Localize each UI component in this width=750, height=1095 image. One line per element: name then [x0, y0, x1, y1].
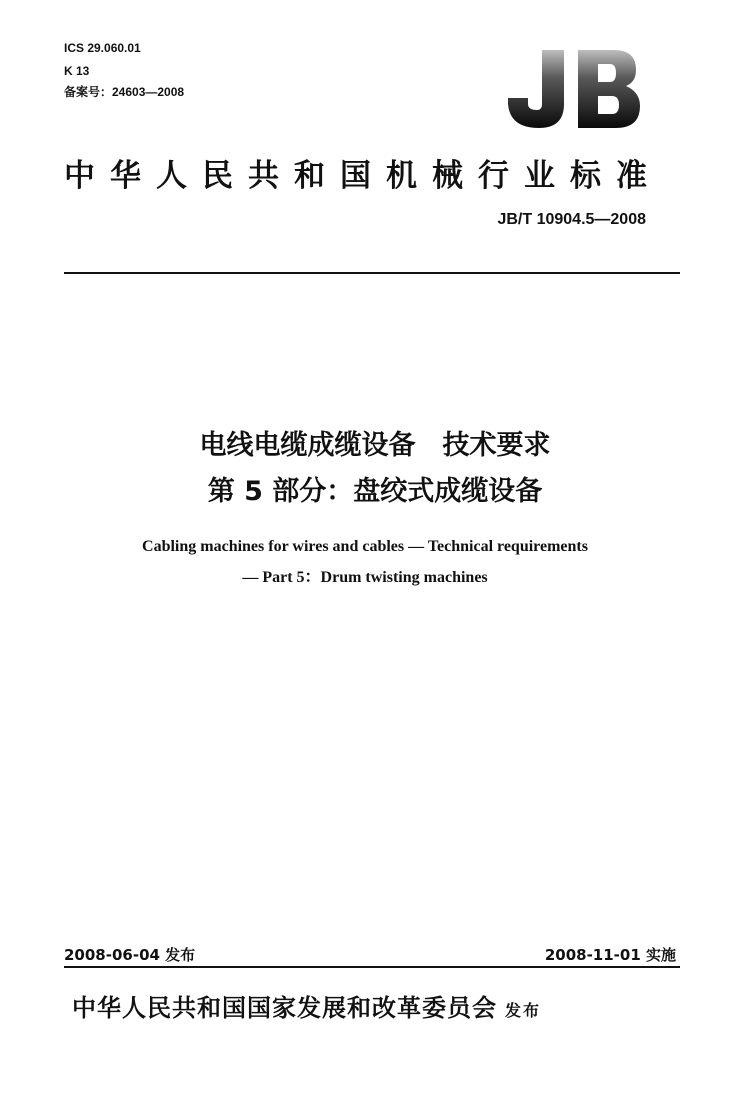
title-en-line2: — Part 5：Drum twisting machines [242, 569, 488, 586]
standard-number: JB/T 10904.5—2008 [497, 211, 646, 228]
classification-code: K 13 [64, 64, 90, 78]
bottom-divider [64, 966, 680, 968]
standard-organization: 中华人民共和国机械行业标准 [64, 158, 662, 194]
publisher-name: 中华人民共和国国家发展和改革委员会 [72, 994, 497, 1022]
title-en-line1: Cabling machines for wires and cables — Technical requirements [142, 538, 588, 555]
top-divider [64, 272, 680, 274]
title-cn-line2: 第 5 部分：盘绞式成缆设备 [207, 476, 543, 507]
filing-number: 备案号：24603—2008 [64, 85, 185, 99]
jb-logo [506, 48, 642, 130]
publisher-suffix: 发布 [505, 1001, 542, 1020]
issue-date: 2008-06-04 发布 [64, 946, 196, 964]
publisher [72, 988, 541, 1023]
ics-code: ICS 29.060.01 [64, 41, 141, 55]
title-cn-line1: 电线电缆成缆设备 技术要求 [199, 430, 551, 461]
implementation-date: 2008-11-01 实施 [544, 946, 676, 964]
